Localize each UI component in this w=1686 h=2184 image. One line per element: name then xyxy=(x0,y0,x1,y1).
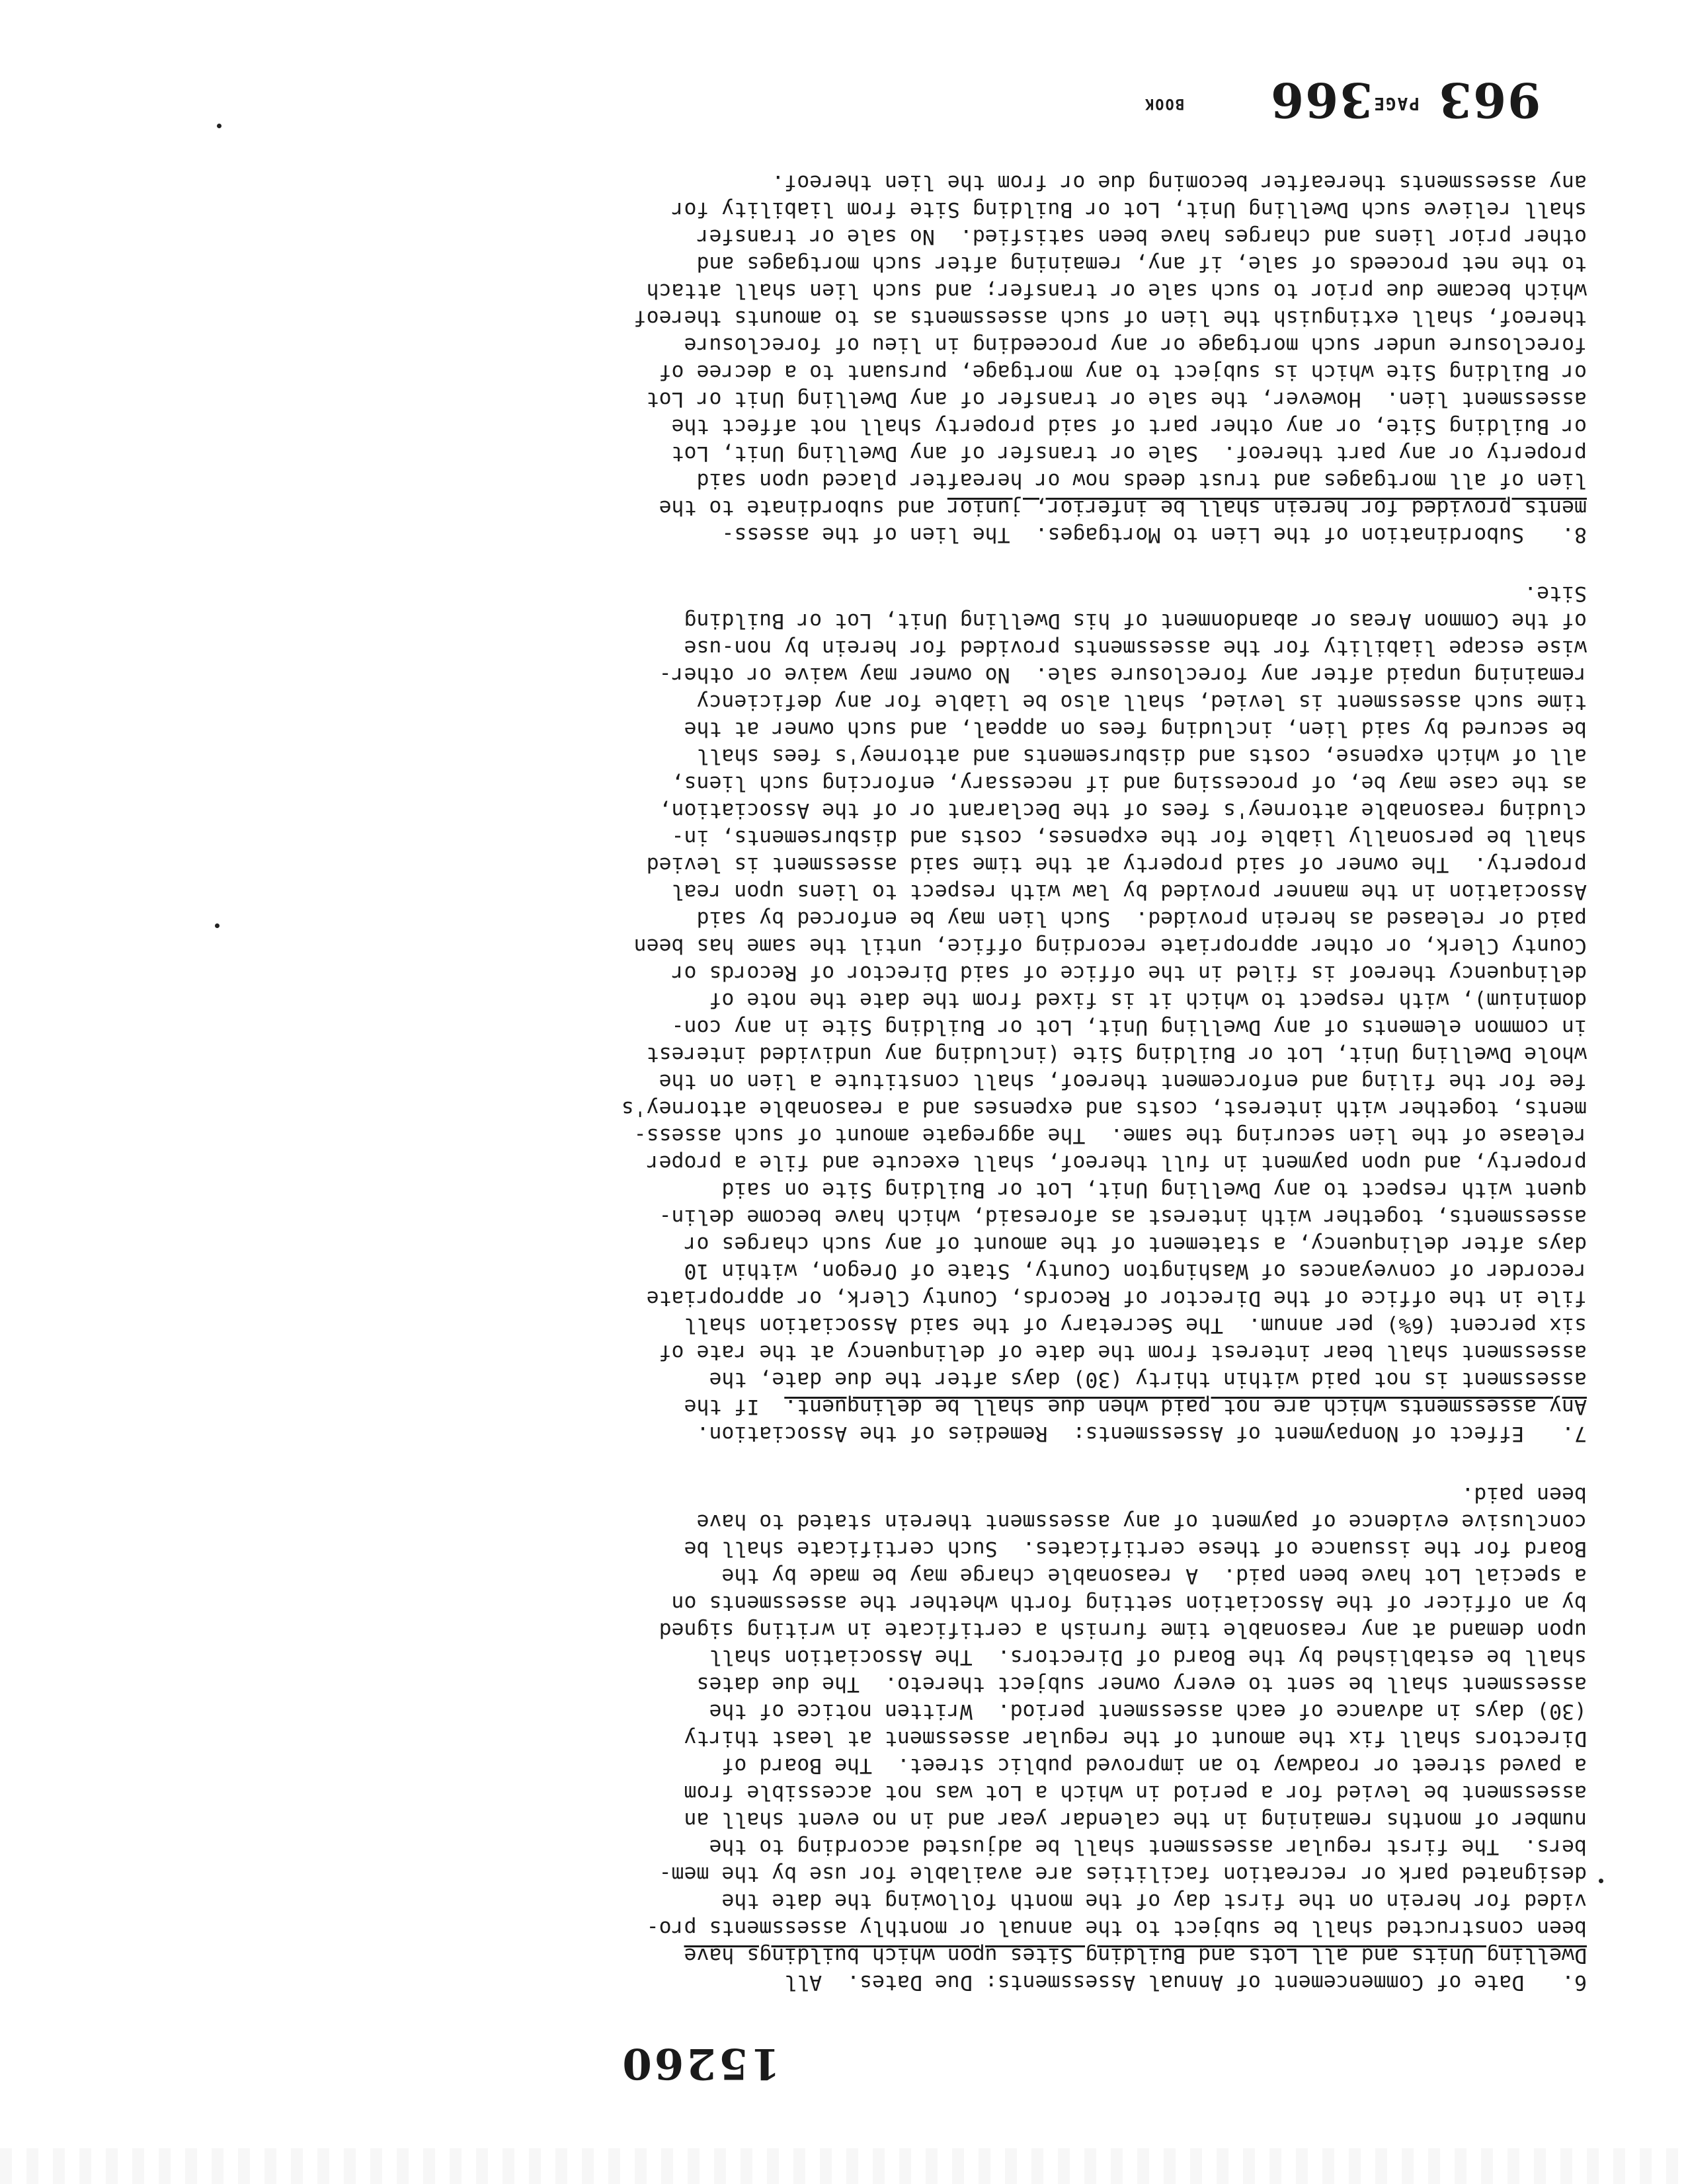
text-line: been paid. xyxy=(1461,1483,1587,1506)
text-line: fee for the filing and enforcement thereof, shall constitute a lien on the xyxy=(659,1070,1587,1093)
text-line: a paved street or roadway to an improved public street. The Board of xyxy=(721,1754,1587,1777)
text-line: assessment lien. However, the sale or transfer of any Dwelling Unit or Lot xyxy=(646,387,1587,411)
text-line: or Building Site which is subject to any mortgage, pursuant to a decree of xyxy=(659,360,1587,384)
margin-mark xyxy=(217,124,221,128)
book-page-stamp xyxy=(1269,72,1541,128)
text-line: 6. Date of Commencement of Annual Assessments: Due Dates. All xyxy=(784,1970,1587,1994)
text-line: as the case may be, of processing and if necessary, enforcing such liens, xyxy=(671,771,1587,795)
text-line: 8. Subordination of the Lien to Mortgages. The lien of the assess- xyxy=(721,523,1587,547)
margin-mark xyxy=(1599,1879,1603,1883)
text-line: assessment shall be sent to every owner subject thereto. The due dates xyxy=(696,1672,1587,1696)
text-line: been constructed shall be subject to the annual or monthly assessments pro- xyxy=(646,1916,1587,1940)
book-label: BOOK xyxy=(1144,95,1184,112)
page-number: 366 xyxy=(1269,72,1373,128)
margin-mark xyxy=(215,923,220,928)
text-line: release of the lien securing the same. The aggregate amount of such assess- xyxy=(633,1124,1587,1148)
text-line: bers. The first regular assessment shall be adjusted according to the xyxy=(709,1835,1587,1859)
text-line: upon demand at any reasonable time furnish a certificate in writing signed xyxy=(659,1618,1587,1642)
text-line: wise escape liability for the assessments provided for herein by non-use xyxy=(684,636,1587,660)
text-line: property, and upon payment in full thereof, shall execute and file a proper xyxy=(646,1151,1587,1175)
text-line: assessments, together with interest as aforesaid, which have become delin- xyxy=(659,1205,1587,1229)
text-line: (30) days in advance of each assessment period. Written notice of the xyxy=(709,1699,1587,1723)
text-line: shall be established by the Board of Directors. The Association shall xyxy=(709,1645,1587,1669)
text-line: Board for the issuance of these certificates. Such certificate shall be xyxy=(684,1537,1587,1561)
text-line: property or any part thereof. Sale or transfer of any Dwelling Unit, Lot xyxy=(671,442,1587,465)
text-line: file in the office of the Director of Records, County Clerk, or appropriate xyxy=(646,1286,1587,1310)
scan-edge-noise xyxy=(0,2148,1686,2184)
text-line: in common elements of any Dwelling Unit, Lot or Building Site in any con- xyxy=(671,1015,1587,1039)
text-line: Site. xyxy=(1524,582,1587,605)
text-line: conclusive evidence of payment of any assessment therein stated to have xyxy=(696,1510,1587,1534)
text-line: which became due prior to such sale or transfer; and such lien shall attach xyxy=(646,279,1587,303)
text-line: number of months remaining in the calendar year and in no event shall an xyxy=(684,1808,1587,1832)
section-6-date-of-commencement xyxy=(132,1481,1587,1996)
text-line: 7. Effect of Nonpayment of Assessments: Remedies of the Association. xyxy=(696,1422,1587,1446)
text-line: assessment is not paid within thirty (30) days after the due date, the xyxy=(709,1368,1587,1391)
text-line: designated park or recreation facilities are available for use by the mem- xyxy=(659,1862,1587,1886)
text-line: paid or released as herein provided. Such lien may be enforced by said xyxy=(696,907,1587,931)
text-line: other prior liens and charges have been satisfied. No sale or transfer xyxy=(696,225,1587,249)
text-line: by an officer of the Association setting forth whether the assessments on xyxy=(671,1591,1587,1615)
text-line: County Clerk, or other appropriate recording office, until the same has been xyxy=(633,934,1587,958)
text-line: cluding reasonable attorney's fees of the Declarant or of the Association, xyxy=(659,799,1587,822)
text-line: assessment shall bear interest from the date of delinquency at the rate of xyxy=(659,1341,1587,1364)
text-line: ments provided for herein shall be inferior, junior and subordinate to the xyxy=(659,496,1587,520)
text-line: Dwelling Units and all Lots and Building Sites upon which buildings have xyxy=(684,1943,1587,1967)
text-line: recorder of conveyances of Washington County, State of Oregon, within 10 xyxy=(684,1259,1587,1283)
text-line: assessment be levied for a period in which a Lot was not accessible from xyxy=(684,1781,1587,1805)
text-line: remaining unpaid after any foreclosure sale. No owner may waive or other- xyxy=(659,663,1587,687)
text-line: lien of all mortgages and trust deeds now or hereafter placed upon said xyxy=(696,469,1587,492)
text-line: Any assessments which are not paid when due shall be delinquent. If the xyxy=(684,1395,1587,1419)
text-line: whole Dwelling Unit, Lot or Building Site (including any undivided interest xyxy=(646,1042,1587,1066)
text-line: a special Lot have been paid. A reasonable charge may be made by the xyxy=(721,1564,1587,1588)
text-line: shall be personally liable for the expenses, costs and disbursements, in- xyxy=(671,826,1587,849)
text-line: or Building Site, or any other part of said property shall not affect the xyxy=(671,414,1587,438)
section-7-effect-of-nonpayment xyxy=(132,580,1587,1447)
text-line: dominium), with respect to which it is fixed from the date the note of xyxy=(709,988,1587,1012)
text-line: to the net proceeds of sale, if any, remaining after such mortgages and xyxy=(696,252,1587,276)
text-line: Association in the manner provided by law with respect to liens upon real xyxy=(671,880,1587,904)
text-line: shall relieve such Dwelling Unit, Lot or Building Site from liability for xyxy=(671,198,1587,221)
text-line: be secured by said lien, including fees on appeal, and such owner at the xyxy=(684,717,1587,741)
text-line: thereof, shall extinguish the lien of such assessments as to amounts thereof xyxy=(633,306,1587,330)
text-line: ments, together with interest, costs and expenses and a reasonable attorney's xyxy=(621,1097,1587,1120)
text-line: property. The owner of said property at the time said assessment is levied xyxy=(646,853,1587,877)
text-line: six percent (6%) per annum. The Secretary of the said Association shall xyxy=(684,1313,1587,1337)
text-line: vided for herein on the first day of the month following the date the xyxy=(721,1889,1587,1913)
text-line: quent with respect to any Dwelling Unit, Lot or Building Site on said xyxy=(721,1178,1587,1202)
book-number: 963 xyxy=(1437,72,1541,128)
text-line: foreclosure under such mortgage or any proceeding in lieu of foreclosure xyxy=(684,333,1587,357)
section-8-subordination-of-lien xyxy=(132,169,1587,548)
text-line: time such assessment is levied, shall also be liable for any deficiency xyxy=(696,690,1587,714)
page-label: PAGE xyxy=(1373,93,1420,113)
text-line: delinquency thereof is filed in the office of said Director of Records or xyxy=(671,961,1587,985)
document-number: 15260 xyxy=(620,2039,780,2088)
text-line: any assessments thereafter becoming due or from the lien thereof. xyxy=(772,171,1587,194)
text-line: of the Common Areas or abandonment of his Dwelling Unit, Lot or Building xyxy=(684,609,1587,633)
text-line: all of which expense, costs and disbursements and attorney's fees shall xyxy=(696,744,1587,768)
text-line: days after delinquency, a statement of the amount of any such charges or xyxy=(684,1232,1587,1256)
text-line: Directors shall fix the amount of the regular assessment at least thirty xyxy=(684,1727,1587,1750)
